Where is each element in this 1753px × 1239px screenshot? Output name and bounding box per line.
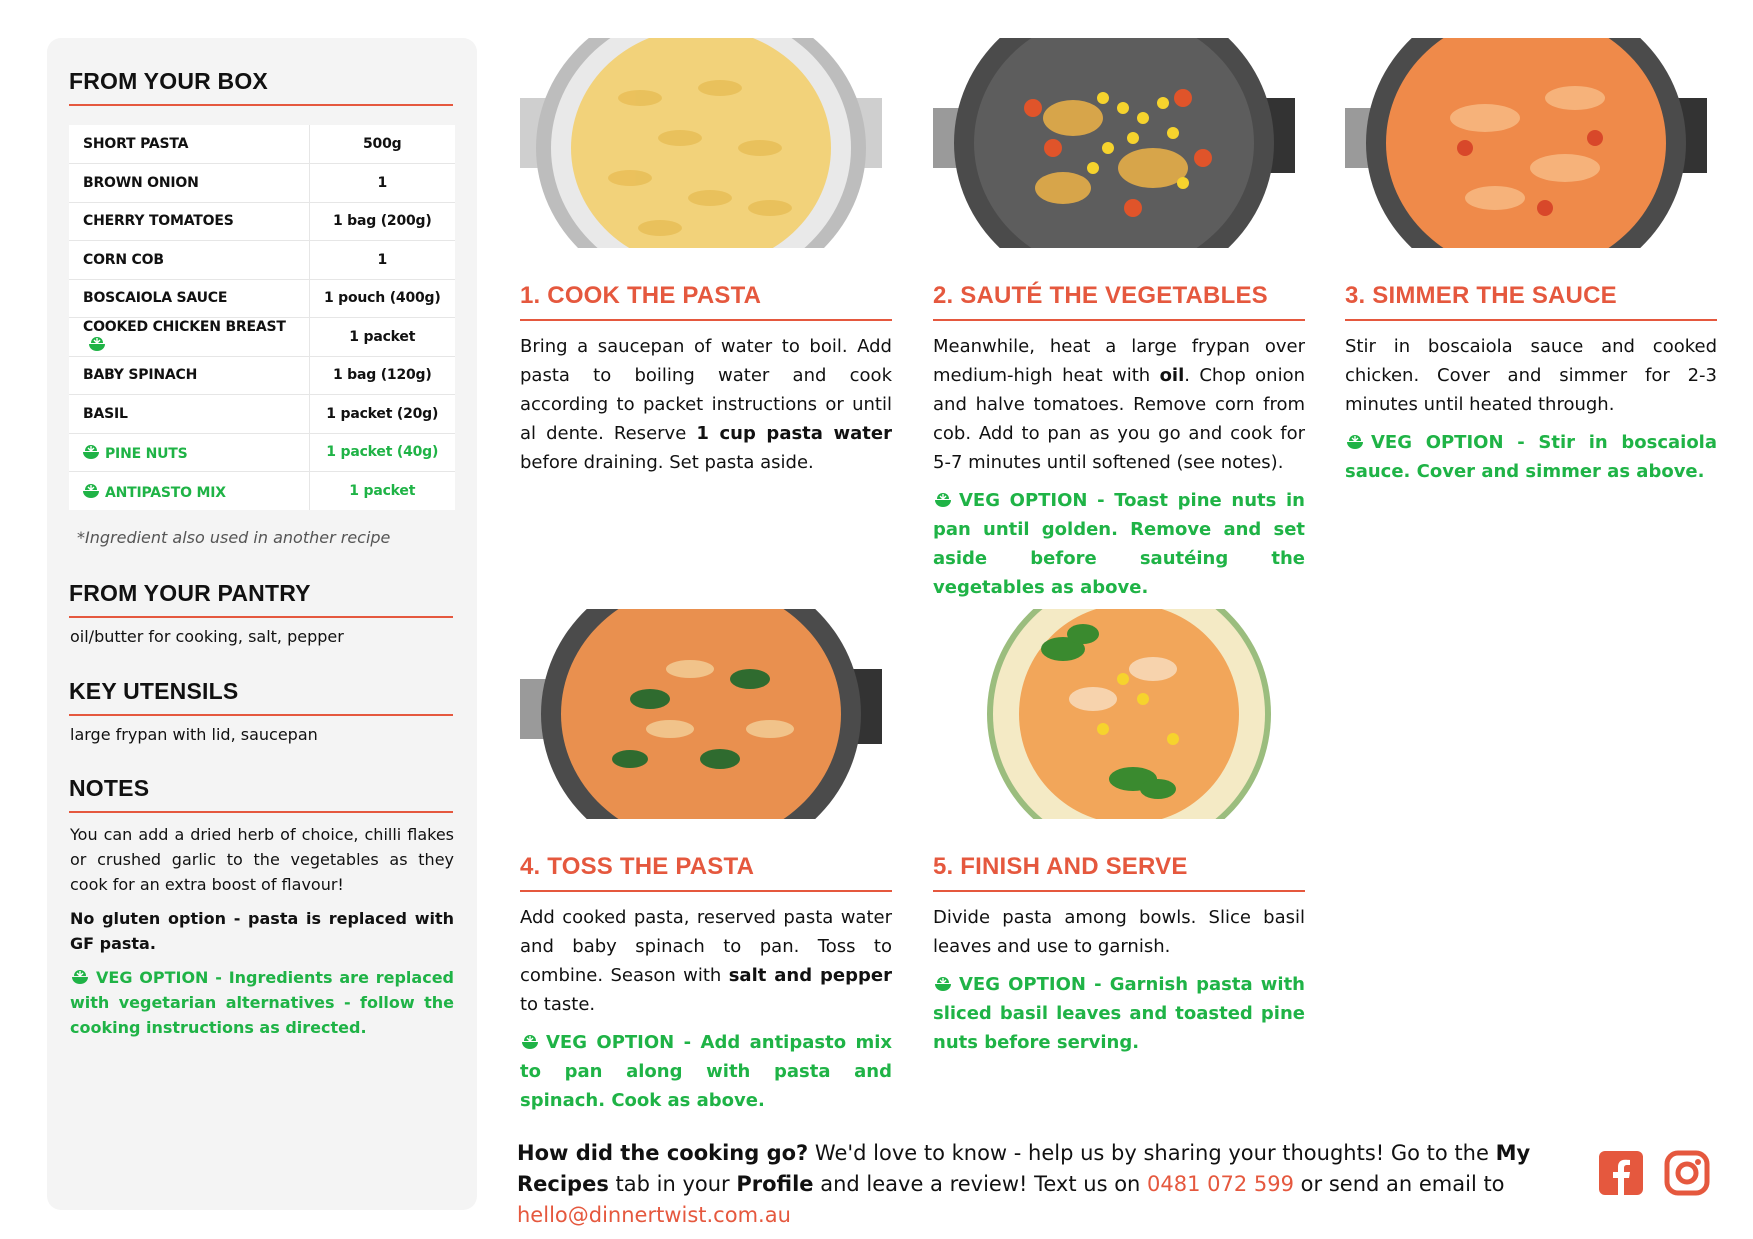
from-box-title: FROM YOUR BOX bbox=[69, 68, 268, 94]
step-2-photo bbox=[933, 38, 1295, 248]
veg-leaf-icon bbox=[1345, 433, 1365, 451]
ingredient-label: BASIL bbox=[83, 405, 128, 422]
ingredient-qty: 1 pouch (400g) bbox=[309, 279, 455, 318]
step-body bbox=[520, 903, 892, 1115]
footer-text: tab in your bbox=[608, 1172, 737, 1196]
ingredient-row bbox=[69, 164, 455, 203]
veg-leaf-icon bbox=[81, 443, 101, 461]
veg-leaf-icon bbox=[933, 975, 953, 993]
veg-option bbox=[933, 486, 1305, 602]
ingredient-row bbox=[69, 433, 455, 472]
ingredient-row bbox=[69, 241, 455, 280]
ingredient-label: BOSCAIOLA SAUCE bbox=[83, 290, 228, 307]
ingredient-label: COOKED CHICKEN BREAST bbox=[83, 319, 286, 336]
footer-text: We'd love to know - help us by sharing your thoughts! Go to the bbox=[808, 1141, 1496, 1165]
ingredient-label: ANTIPASTO MIX bbox=[105, 484, 226, 501]
divider bbox=[69, 714, 453, 716]
notes-title: NOTES bbox=[69, 775, 150, 801]
ingredient-label: CORN COB bbox=[83, 251, 164, 268]
ingredient-name bbox=[69, 241, 309, 280]
notes-text: You can add a dried herb of choice, chilli flakes or crushed garlic to the vegetables as they cook for an extra boost of flavour! bbox=[70, 825, 454, 894]
ingredient-row bbox=[69, 318, 455, 357]
veg-option-text: VEG OPTION - Garnish pasta with sliced basil leaves and toasted pine nuts before serving. bbox=[933, 974, 1305, 1053]
step-2 bbox=[933, 38, 1305, 248]
divider bbox=[933, 890, 1305, 892]
divider bbox=[69, 616, 453, 618]
pantry-text: oil/butter for cooking, salt, pepper bbox=[70, 627, 344, 646]
veg-option bbox=[933, 970, 1305, 1057]
divider bbox=[520, 319, 892, 321]
ingredient-label: PINE NUTS bbox=[105, 445, 188, 462]
step-instructions bbox=[933, 332, 1305, 477]
ingredient-qty: 1 bbox=[309, 241, 455, 280]
ingredient-qty: 500g bbox=[309, 125, 455, 164]
ingredient-name bbox=[69, 356, 309, 395]
step-text: Meanwhile, heat a large frypan over medium-high heat with bbox=[933, 336, 1305, 386]
footer-text: or send an email to bbox=[1294, 1172, 1505, 1196]
ingredient-qty: 1 packet (20g) bbox=[309, 395, 455, 434]
ingredient-row bbox=[69, 395, 455, 434]
notes-veg bbox=[70, 965, 454, 1040]
veg-option-text: VEG OPTION - Stir in boscaiola sauce. Cover and simmer as above. bbox=[1345, 432, 1717, 482]
step-text: Add cooked pasta, reserved pasta water and baby spinach to pan. Toss to combine. Season with bbox=[520, 907, 892, 986]
ingredients-panel bbox=[47, 38, 477, 1210]
step-3 bbox=[1345, 38, 1717, 248]
step-instructions bbox=[1345, 332, 1717, 419]
facebook-icon[interactable] bbox=[1598, 1150, 1646, 1198]
ingredient-name bbox=[69, 433, 309, 472]
ingredients-table bbox=[69, 125, 455, 510]
step-title: 1. COOK THE PASTA bbox=[520, 282, 762, 309]
divider bbox=[69, 104, 453, 106]
ingredient-row bbox=[69, 125, 455, 164]
veg-leaf-icon bbox=[933, 491, 953, 509]
veg-swap-icon bbox=[87, 335, 107, 353]
step-4 bbox=[520, 609, 892, 819]
step-title: 5. FINISH AND SERVE bbox=[933, 853, 1188, 880]
step-text: before draining. Set pasta aside. bbox=[520, 452, 814, 473]
email-link[interactable]: hello@dinnertwist.com.au bbox=[517, 1203, 791, 1227]
feedback-footer bbox=[517, 1138, 1577, 1231]
veg-leaf-icon bbox=[81, 482, 101, 500]
instagram-icon[interactable] bbox=[1664, 1150, 1712, 1198]
step-body bbox=[933, 332, 1305, 602]
step-text: Bring a saucepan of water to boil. Add pasta to boiling water and cook according to packet instructions or until al dente. Reserve bbox=[520, 336, 892, 444]
ingredient-label: CHERRY TOMATOES bbox=[83, 213, 234, 230]
utensils-text: large frypan with lid, saucepan bbox=[70, 725, 318, 744]
ingredient-name bbox=[69, 279, 309, 318]
ingredient-qty: 1 bbox=[309, 164, 455, 203]
step-text: Stir in boscaiola sauce and cooked chicken. Cover and simmer for 2-3 minutes until heated through. bbox=[1345, 336, 1717, 415]
ingredient-name bbox=[69, 202, 309, 241]
step-title: 3. SIMMER THE SAUCE bbox=[1345, 282, 1617, 309]
divider bbox=[69, 811, 453, 813]
footnote: *Ingredient also used in another recipe bbox=[77, 528, 391, 547]
step-instructions bbox=[520, 332, 892, 477]
notes-veg-text: VEG OPTION - Ingredients are replaced with vegetarian alternatives - follow the cooking instructions as directed. bbox=[70, 968, 454, 1037]
divider bbox=[933, 319, 1305, 321]
ingredient-name bbox=[69, 472, 309, 511]
divider bbox=[1345, 319, 1717, 321]
footer-text: and leave a review! Text us on bbox=[813, 1172, 1148, 1196]
veg-leaf-icon bbox=[70, 968, 90, 986]
step-3-photo bbox=[1345, 38, 1707, 248]
step-text: . Chop onion and halve tomatoes. Remove corn from cob. Add to pan as you go and cook for 5-7 minutes until softened (see notes). bbox=[933, 365, 1305, 473]
step-1 bbox=[520, 38, 892, 248]
step-emphasis: oil bbox=[1159, 365, 1185, 386]
step-instructions bbox=[520, 903, 892, 1019]
footer-my-recipes: My Recipes bbox=[517, 1141, 1531, 1196]
notes-gluten: No gluten option - pasta is replaced with GF pasta. bbox=[70, 909, 454, 953]
step-5 bbox=[933, 609, 1305, 819]
veg-option bbox=[1345, 428, 1717, 486]
ingredient-row bbox=[69, 202, 455, 241]
step-body bbox=[520, 332, 892, 477]
ingredient-row bbox=[69, 472, 455, 511]
step-text: Divide pasta among bowls. Slice basil leaves and use to garnish. bbox=[933, 907, 1305, 957]
ingredient-name bbox=[69, 164, 309, 203]
ingredient-name bbox=[69, 395, 309, 434]
veg-option-text: VEG OPTION - Add antipasto mix to pan along with pasta and spinach. Cook as above. bbox=[520, 1032, 892, 1111]
step-instructions bbox=[933, 903, 1305, 961]
utensils-title: KEY UTENSILS bbox=[69, 678, 239, 704]
ingredient-qty: 1 bag (120g) bbox=[309, 356, 455, 395]
ingredient-label: BABY SPINACH bbox=[83, 367, 198, 384]
phone-link[interactable]: 0481 072 599 bbox=[1147, 1172, 1294, 1196]
ingredient-row bbox=[69, 279, 455, 318]
veg-leaf-icon bbox=[520, 1033, 540, 1051]
step-text: to taste. bbox=[520, 994, 596, 1015]
step-5-photo bbox=[933, 609, 1295, 819]
footer-question: How did the cooking go? bbox=[517, 1141, 809, 1165]
ingredient-qty: 1 packet (40g) bbox=[309, 433, 455, 472]
step-emphasis: salt and pepper bbox=[728, 965, 892, 986]
divider bbox=[520, 890, 892, 892]
step-title: 4. TOSS THE PASTA bbox=[520, 853, 755, 880]
step-4-photo bbox=[520, 609, 882, 819]
veg-option bbox=[520, 1028, 892, 1115]
pantry-title: FROM YOUR PANTRY bbox=[69, 580, 311, 606]
ingredient-qty: 1 packet bbox=[349, 483, 416, 499]
ingredient-qty: 1 bag (200g) bbox=[309, 202, 455, 241]
ingredient-name bbox=[69, 125, 309, 164]
ingredient-label: SHORT PASTA bbox=[83, 136, 189, 152]
step-title: 2. SAUTÉ THE VEGETABLES bbox=[933, 282, 1268, 309]
step-body bbox=[933, 903, 1305, 1057]
veg-option-text: VEG OPTION - Toast pine nuts in pan until golden. Remove and set aside before sautéing the vegetables as above. bbox=[933, 490, 1305, 598]
ingredient-label: BROWN ONION bbox=[83, 174, 199, 191]
ingredient-name bbox=[69, 318, 309, 357]
step-1-photo bbox=[520, 38, 882, 248]
ingredient-qty: 1 packet bbox=[309, 318, 455, 357]
footer-profile: Profile bbox=[736, 1172, 814, 1196]
step-emphasis: 1 cup pasta water bbox=[696, 423, 892, 444]
ingredient-row bbox=[69, 356, 455, 395]
step-body bbox=[1345, 332, 1717, 486]
notes-block bbox=[70, 822, 454, 1040]
